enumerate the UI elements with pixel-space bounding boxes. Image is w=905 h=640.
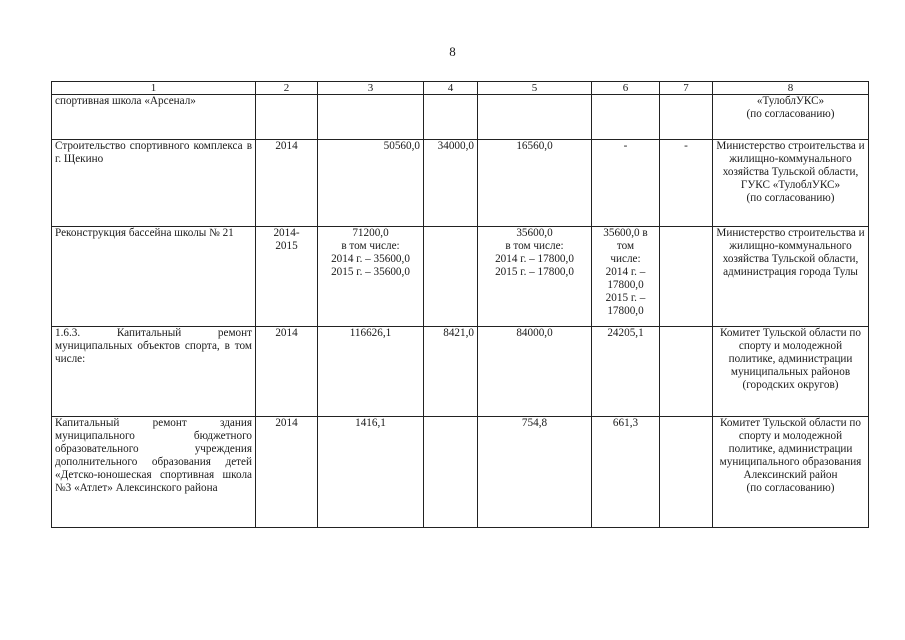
other-sources-cell xyxy=(660,95,713,140)
page-number: 8 xyxy=(449,44,456,59)
local-budget-cell xyxy=(592,95,660,140)
table-row xyxy=(52,327,869,417)
federal-budget-cell: 34000,0 xyxy=(424,140,478,227)
measure-name-cell: 1.6.3. Капитальный ремонт муниципальных объектов спорта, в том числе: xyxy=(52,327,256,417)
column-number-1: 1 xyxy=(52,82,256,95)
total-cell xyxy=(318,95,424,140)
other-sources-cell xyxy=(660,227,713,327)
period-cell xyxy=(256,95,318,140)
program-table xyxy=(51,81,869,528)
measure-name-cell: Строительство спортивного комплекса в г. Щекино xyxy=(52,140,256,227)
federal-budget-cell xyxy=(424,95,478,140)
total-cell: 71200,0 в том числе: 2014 г. – 35600,0 2015 г. – 35600,0 xyxy=(318,227,424,327)
regional-budget-cell: 35600,0 в том числе: 2014 г. – 17800,0 2015 г. – 17800,0 xyxy=(478,227,592,327)
local-budget-cell: 24205,1 xyxy=(592,327,660,417)
regional-budget-cell: 754,8 xyxy=(478,417,592,528)
table-row xyxy=(52,140,869,227)
total-cell: 116626,1 xyxy=(318,327,424,417)
regional-budget-cell xyxy=(478,95,592,140)
regional-budget-cell: 16560,0 xyxy=(478,140,592,227)
other-sources-cell: - xyxy=(660,140,713,227)
federal-budget-cell xyxy=(424,417,478,528)
total-cell: 50560,0 xyxy=(318,140,424,227)
measure-name-cell: Капитальный ремонт здания муниципального бюджетного образовательного учреждения дополнительного образования детей «Детско-юношеская спортивная школа №3 «Атлет» Алексинского района xyxy=(52,417,256,528)
local-budget-cell: - xyxy=(592,140,660,227)
local-budget-cell: 661,3 xyxy=(592,417,660,528)
executor-cell: Комитет Тульской области по спорту и молодежной политике, администрации муниципальных районов (городских округов) xyxy=(713,327,869,417)
period-cell: 2014 xyxy=(256,417,318,528)
period-cell: 2014 xyxy=(256,140,318,227)
other-sources-cell xyxy=(660,417,713,528)
period-cell: 2014 xyxy=(256,327,318,417)
column-number-5: 5 xyxy=(478,82,592,95)
table-row xyxy=(52,227,869,327)
column-number-4: 4 xyxy=(424,82,478,95)
column-number-7: 7 xyxy=(660,82,713,95)
regional-budget-cell: 84000,0 xyxy=(478,327,592,417)
column-number-6: 6 xyxy=(592,82,660,95)
column-number-row xyxy=(52,82,869,95)
column-number-8: 8 xyxy=(713,82,869,95)
other-sources-cell xyxy=(660,327,713,417)
measure-name-cell: спортивная школа «Арсенал» xyxy=(52,95,256,140)
column-number-3: 3 xyxy=(318,82,424,95)
column-number-2: 2 xyxy=(256,82,318,95)
executor-cell: Министерство строительства и жилищно-коммунального хозяйства Тульской области, администрация города Тулы xyxy=(713,227,869,327)
local-budget-cell: 35600,0 в том числе: 2014 г. – 17800,0 2015 г. – 17800,0 xyxy=(592,227,660,327)
executor-cell: Министерство строительства и жилищно-коммунального хозяйства Тульской области, ГУКС «ТулоблУКС» (по согласованию) xyxy=(713,140,869,227)
table-row xyxy=(52,95,869,140)
total-cell: 1416,1 xyxy=(318,417,424,528)
executor-cell: Комитет Тульской области по спорту и молодежной политике, администрации муниципального образования Алексинский район (по согласованию) xyxy=(713,417,869,528)
period-cell: 2014- 2015 xyxy=(256,227,318,327)
measure-name-cell: Реконструкция бассейна школы № 21 xyxy=(52,227,256,327)
table-row xyxy=(52,417,869,528)
federal-budget-cell: 8421,0 xyxy=(424,327,478,417)
executor-cell: «ТулоблУКС» (по согласованию) xyxy=(713,95,869,140)
federal-budget-cell xyxy=(424,227,478,327)
